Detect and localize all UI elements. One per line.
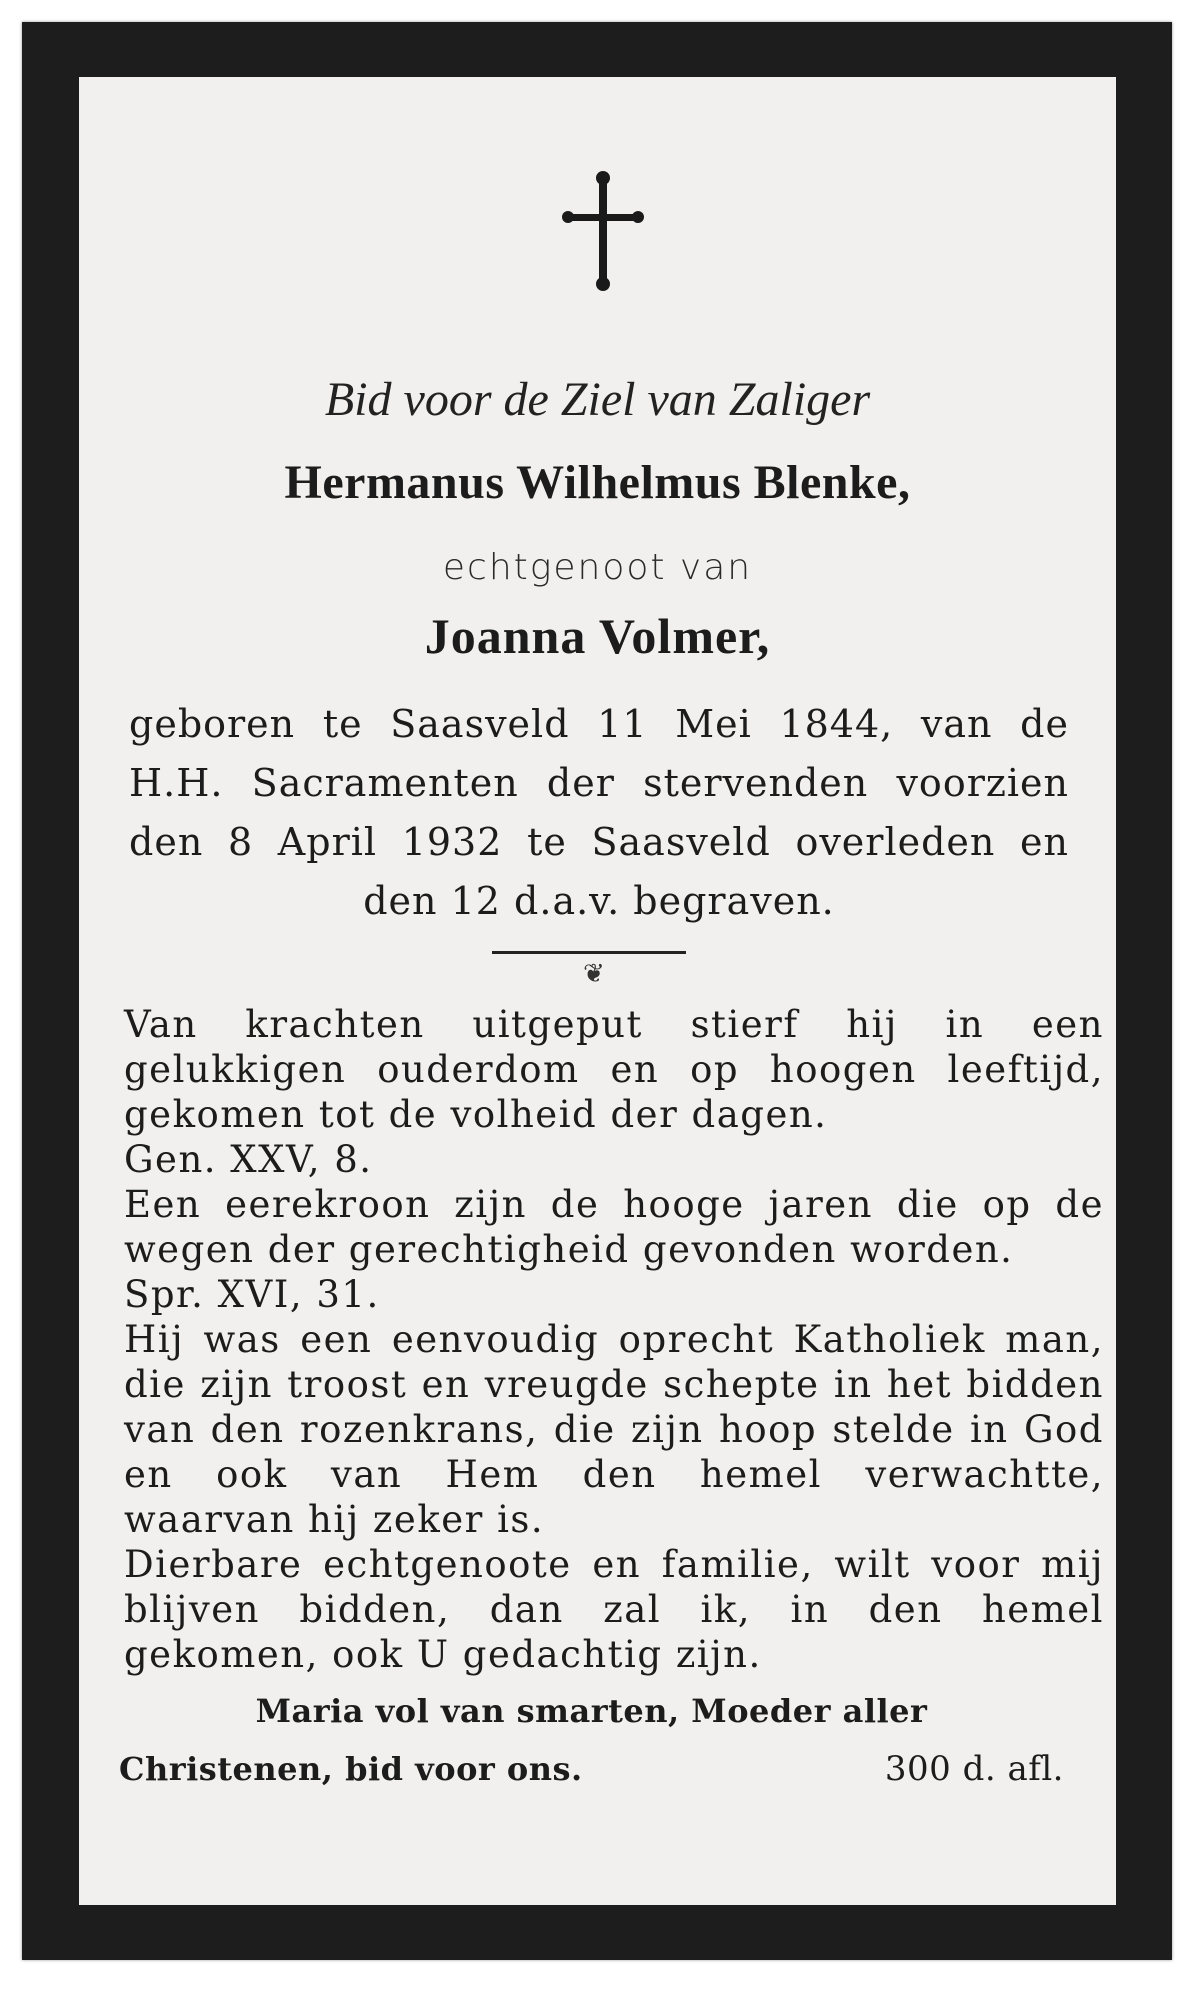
paragraph-1: Van krachten uitgeput stierf hij in een gelukkigen ouderdom en op hoogen leeftijd, gekomen tot de volheid der dagen. — [124, 1003, 1104, 1136]
prayer-line-2: Christenen, bid voor ons. — [119, 1750, 583, 1788]
ornament-icon: ❦ — [583, 959, 605, 989]
card-inner-panel — [79, 77, 1116, 1905]
deceased-name: Hermanus Wilhelmus Blenke, — [284, 456, 911, 509]
scripture-reference-1: Gen. XXV, 8. — [124, 1138, 373, 1181]
paragraph-3: Hij was een eenvoudig oprecht Katholiek man, die zijn troost en vreugde schepte in het bidden van den rozenkrans, die zijn hoop stelde in God en ook van Hem den hemel verwachtte, waarvan hij zeker is. — [124, 1318, 1104, 1541]
spouse-intro: echtgenoot van — [442, 547, 753, 588]
spouse-name: Joanna Volmer, — [424, 608, 771, 664]
prayer-line-1: Maria vol van smarten, Moeder aller — [255, 1692, 928, 1730]
cross-icon — [562, 170, 644, 292]
memorial-text — [124, 1002, 1104, 1677]
biography-text: geboren te Saasveld 11 Mei 1844, van de H.H. Sacramenten der stervenden voorzien den 8 April 1932 te Saasveld overleden en den 12 d.a.v. begraven. — [129, 702, 1069, 923]
closing-prayer — [119, 1682, 1064, 1798]
scripture-reference-2: Spr. XVI, 31. — [124, 1273, 380, 1316]
divider-line — [492, 951, 686, 954]
memorial-card — [22, 22, 1172, 1960]
indulgence-note: 300 d. afl. — [884, 1749, 1064, 1789]
paragraph-2: Een eerekroon zijn de hooge jaren die op de wegen der gerechtigheid gevonden worden. — [124, 1183, 1104, 1271]
prayer-line-2-row — [119, 1740, 1064, 1798]
paragraph-4: Dierbare echtgenoote en familie, wilt voor mij blijven bidden, dan zal ik, in den hemel gekomen, ook U gedachtig zijn. — [124, 1543, 1104, 1676]
invocation-line: Bid voor de Ziel van Zaliger — [324, 373, 871, 426]
